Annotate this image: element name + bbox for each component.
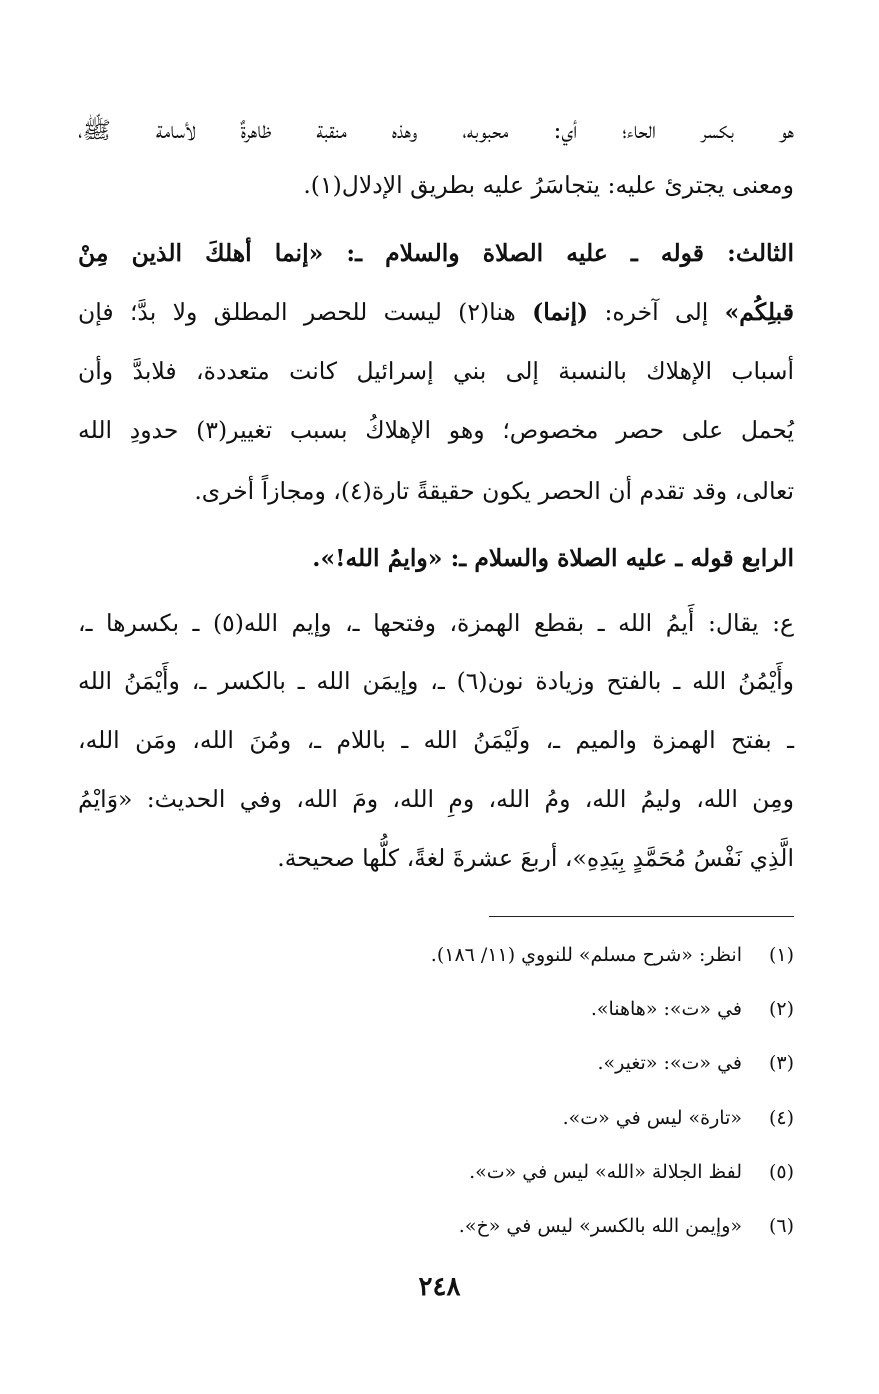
line-text: وأَيْمُنُ الله ـ بالفتح وزيادة نون(٦) ـ، وإيمَن الله ـ بالكسر ـ، وأَيْمَنُ الله bbox=[78, 667, 794, 695]
line-text: يُحمل على حصر مخصوص؛ وهو الإهلاكُ بسبب تغيير(٣) حدودِ الله bbox=[78, 416, 794, 444]
footnote-text: في «ت»: «تغير». bbox=[597, 1052, 742, 1074]
line-text: ومِن الله، وليمُ الله، ومُ الله، ومِ الله، ومَ الله، وفي الحديث: «وَايْمُ bbox=[78, 785, 794, 813]
section-heading-fourth bbox=[78, 538, 794, 578]
line-text: ع: يقال: أَيمُ الله ـ بقطع الهمزة، وفتحها ـ، وإيم الله(٥) ـ بكسرها ـ، bbox=[78, 609, 795, 637]
footnote-text: انظر: «شرح مسلم» للنووي (١١/ ١٨٦). bbox=[430, 944, 742, 966]
line-text: ومعنى يجترئ عليه: يتجاسَرُ عليه بطريق الإدلال(١). bbox=[303, 171, 794, 199]
line-text: هو بكسر الحاء؛ أي: محبوبه، وهذه منقبة ظاهرةٌ لأسامة ﷺ، bbox=[78, 116, 794, 144]
footnote-text: «وإيمن الله بالكسر» ليس في «خ». bbox=[458, 1215, 742, 1237]
body-line bbox=[78, 661, 794, 701]
line-text: الَّذِي نَفْسُ مُحَمَّدٍ بِيَدِهِ»، أربعَ عشرةَ لغةً، كلُّها صحيحة. bbox=[277, 844, 794, 872]
body-line bbox=[78, 603, 794, 643]
line-text: الثالث: قوله ـ عليه الصلاة والسلام ـ: «إنما أهلكَ الذين مِنْ bbox=[78, 239, 794, 267]
page-number: ٢٤٨ bbox=[418, 1272, 461, 1302]
line-text: الرابع قوله ـ عليه الصلاة والسلام ـ: «وايمُ الله!». bbox=[312, 544, 794, 572]
body-line bbox=[78, 292, 794, 332]
footnote bbox=[78, 1103, 794, 1133]
quote-text: (إنما) bbox=[532, 298, 589, 326]
footnote-number: (٥) bbox=[768, 1161, 794, 1183]
body-line bbox=[78, 838, 794, 878]
body-line bbox=[78, 165, 794, 205]
footnote bbox=[78, 1157, 794, 1187]
quote-text: قبلِكُم» bbox=[724, 298, 794, 326]
body-line bbox=[78, 720, 794, 760]
body-line bbox=[78, 351, 794, 391]
line-text: تعالى، وقد تقدم أن الحصر يكون حقيقةً تارة(٤)، ومجازاً أخرى. bbox=[194, 477, 794, 505]
body-line bbox=[78, 410, 794, 450]
footnote bbox=[78, 1048, 794, 1078]
footnote-number: (١) bbox=[768, 944, 794, 966]
footnote-number: (٣) bbox=[768, 1052, 794, 1074]
footnote-separator bbox=[489, 916, 794, 917]
line-text: أسباب الإهلاك بالنسبة إلى بني إسرائيل كانت متعددة، فلابدَّ وأن bbox=[78, 357, 794, 385]
footnote-text: «تارة» ليس في «ت». bbox=[562, 1107, 742, 1129]
body-line bbox=[78, 779, 794, 819]
section-heading-third bbox=[78, 233, 794, 273]
footnote-number: (٤) bbox=[768, 1107, 794, 1129]
line-text: ـ بفتح الهمزة والميم ـ، ولَيْمَنُ الله ـ باللام ـ، ومُنَ الله، ومَن الله، bbox=[78, 726, 794, 754]
line-text: هنا(٢) ليست للحصر المطلق ولا بدَّ؛ فإن bbox=[78, 298, 533, 326]
line-text: إلى آخره: bbox=[588, 298, 725, 326]
footnote bbox=[78, 994, 794, 1024]
body-line bbox=[78, 110, 794, 150]
footnote bbox=[78, 1211, 794, 1241]
footnote-number: (٢) bbox=[768, 998, 794, 1020]
footnote-text: لفظ الجلالة «الله» ليس في «ت». bbox=[469, 1161, 742, 1183]
footnote-text: في «ت»: «هاهنا». bbox=[590, 998, 742, 1020]
footnote bbox=[78, 940, 794, 970]
footnote-number: (٦) bbox=[768, 1215, 794, 1237]
body-line bbox=[78, 471, 794, 511]
